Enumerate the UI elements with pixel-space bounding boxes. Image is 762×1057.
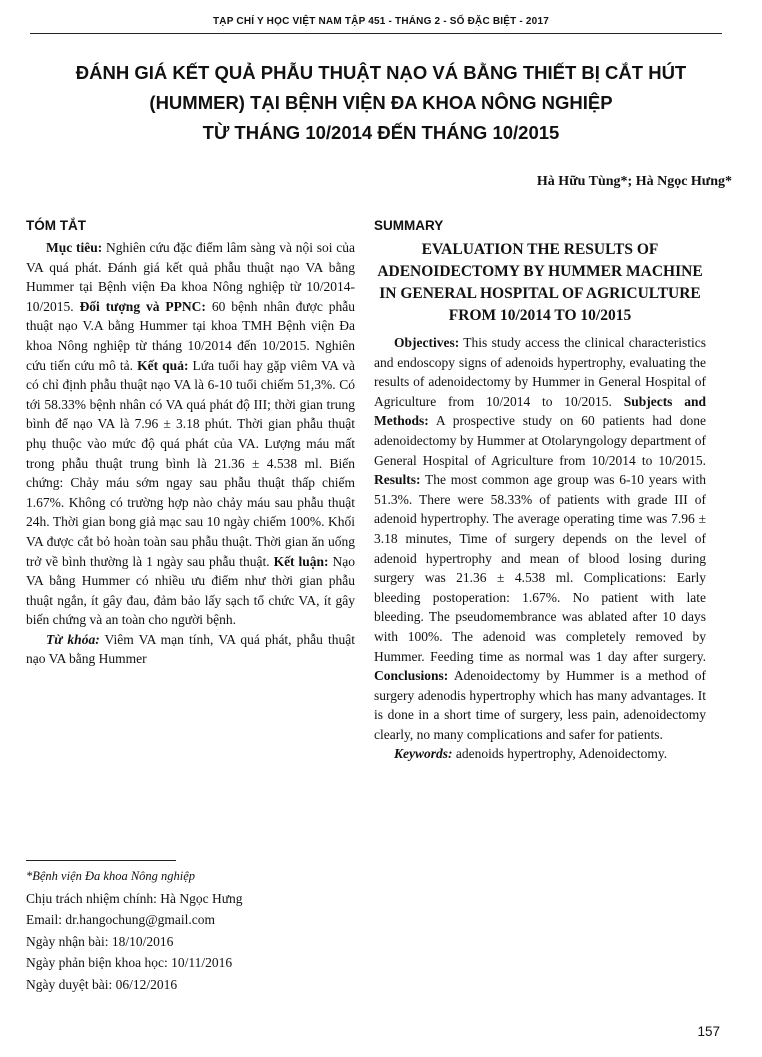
footnote-rule xyxy=(26,860,176,861)
english-title: EVALUATION THE RESULTS OF ADENOIDECTOMY BY HUMMER MACHINE IN GENERAL HOSPITAL OF AGRICULTURE FROM 10/2014 TO 10/2015 xyxy=(377,241,703,324)
title-line-2: (HUMMER) TẠI BỆNH VIỆN ĐA KHOA NÔNG NGHIỆP xyxy=(149,92,613,113)
objectives-text-en: This study access the clinical characteristics and endoscopy signs of adenoids hypertrophy, evaluating the results of adenoidectomy by Hummer in General Hospital of Agriculture from 10/2014 to 10/2015. xyxy=(374,335,706,409)
methods-text-vi: 60 bệnh nhân được phẫu thuật nạo V.A bằng Hummer tại khoa TMH Bệnh viện Đa khoa Nông nghiệp từ tháng 10/2014 đến 10/2015. Nghiên cứu tiến cứu mô tả. xyxy=(26,298,355,373)
keywords-text-en: adenoids hypertrophy, Adenoidectomy. xyxy=(452,746,668,762)
vietnamese-abstract xyxy=(26,216,355,669)
footnote-reviewed: Ngày phản biện khoa học: 10/11/2016 xyxy=(26,955,233,970)
abstract-heading-vi: TÓM TẮT xyxy=(26,218,86,233)
keywords-label-en: Keywords: xyxy=(394,746,453,762)
conclusions-text-en: Adenoidectomy by Hummer is a method of surgery adenodis hypertrophy which has many advantages. It is done in a short time of surgery, less pain, adenoidectomy clearly, no many complications and safer for patients. xyxy=(374,668,706,742)
title-line-3: TỪ THÁNG 10/2014 ĐẾN THÁNG 10/2015 xyxy=(202,122,560,143)
journal-header: TẠP CHÍ Y HỌC VIỆT NAM TẬP 451 - THÁNG 2 - SỐ ĐẶC BIỆT - 2017 xyxy=(213,16,549,27)
objective-label-vi: Mục tiêu: xyxy=(46,240,103,255)
methods-label-vi: Đối tượng và PPNC: xyxy=(79,298,206,314)
page-number: 157 xyxy=(697,1024,720,1039)
subjects-text-en: A prospective study on 60 patients had done adenoidectomy by Hummer at Otolaryngology department of General Hospital of Agriculture from 10/2014 to 10/2015. xyxy=(374,413,706,468)
objectives-label-en: Objectives: xyxy=(394,335,460,350)
keywords-vi xyxy=(26,630,355,669)
conclusions-label-en: Conclusions: xyxy=(374,668,449,684)
keywords-en xyxy=(374,744,706,764)
summary-body-en xyxy=(374,333,706,744)
authors: Hà Hữu Tùng*; Hà Ngọc Hưng* xyxy=(536,174,732,189)
footnote-email: Email: dr.hangochung@gmail.com xyxy=(26,912,216,927)
results-label-vi: Kết quả: xyxy=(137,357,189,373)
subjects-label-en: Subjects and Methods: xyxy=(374,393,706,429)
title-line-1: ĐÁNH GIÁ KẾT QUẢ PHẪU THUẬT NẠO VÁ BẰNG THIẾT BỊ CẮT HÚT xyxy=(75,62,687,83)
footnote xyxy=(26,866,356,995)
keywords-text-vi: Viêm VA mạn tính, VA quá phát, phẫu thuật nạo VA bằng Hummer xyxy=(26,631,355,667)
footnote-institution: *Bệnh viện Đa khoa Nông nghiệp xyxy=(26,869,196,883)
summary-heading: SUMMARY xyxy=(374,218,444,233)
conclusion-text-vi: Nạo VA bằng Hummer có nhiều ưu điểm như thời gian phẫu thuật ngắn, ít gây đau, đảm bảo lấy sạch tổ chức VA, ít gây biến chứng và an toàn cho người bệnh. xyxy=(26,553,355,628)
article-title xyxy=(20,58,742,148)
footnote-received: Ngày nhận bài: 18/10/2016 xyxy=(26,933,174,949)
abstract-body-vi xyxy=(26,238,355,630)
conclusion-label-vi: Kết luận: xyxy=(273,553,329,569)
header-rule xyxy=(30,33,722,34)
results-text-en: The most common age group was 6-10 years with 51.3%. There were 58.33% of patients with grade III of adenoid hypertrophy. The average operating time was 7.96 ± 3.18 minutes, Time of surgery depends on the level of adenoid hypertrophy and mean of blood losing during surgery was 21.36 ± 4.538 ml. Complications: Early bleeding postoperation: 1.67%. No patient with late bleeding. The pseudomembrance was ablated after 10 days with 100%. The adenoid was completely removed by Hummer. Feeding time as normal was 1 day after surgery. xyxy=(374,472,706,664)
objective-text-vi: Nghiên cứu đặc điểm lâm sàng và nội soi của VA quá phát. Đánh giá kết quả phẫu thuật nạo VA bằng Hummer tại Bệnh viện Đa khoa Nông nghiệp từ 10/2014-10/2015. xyxy=(26,240,356,314)
footnote-accepted: Ngày duyệt bài: 06/12/2016 xyxy=(26,976,178,992)
results-text-vi: Lứa tuổi hay gặp viêm VA và có chỉ định phẫu thuật nạo VA là 6-10 tuổi chiếm 51,3%. Có tới 58.33% bệnh nhân có VA quá phát độ III; thời gian trung bình để nạo VA là 7.96 ± 3.18 phút. Thời gian phẫu thuật phụ thuộc vào mức độ quá phát của VA. Lượng máu mất trong phẫu thuật trung bình là 21.36 ± 4.538 ml. Biến chứng: Chảy máu sớm ngay sau phẫu thuật thấp chiếm 1.67%. Không có trường hợp nào chảy máu sau phẫu thuật 24h. Thời gian bong giả mạc sau 10 ngày chiếm 100%. Khối VA được cắt bỏ hoàn toàn sau phẫu thuật. Thời gian ăn uống trở về bình thường là 1 ngày sau phẫu thuật. xyxy=(26,357,356,569)
footnote-responsible: Chịu trách nhiệm chính: Hà Ngọc Hưng xyxy=(26,890,243,906)
results-label-en: Results: xyxy=(374,472,421,488)
english-summary xyxy=(374,216,706,764)
keywords-label-vi: Từ khóa: xyxy=(46,631,100,647)
